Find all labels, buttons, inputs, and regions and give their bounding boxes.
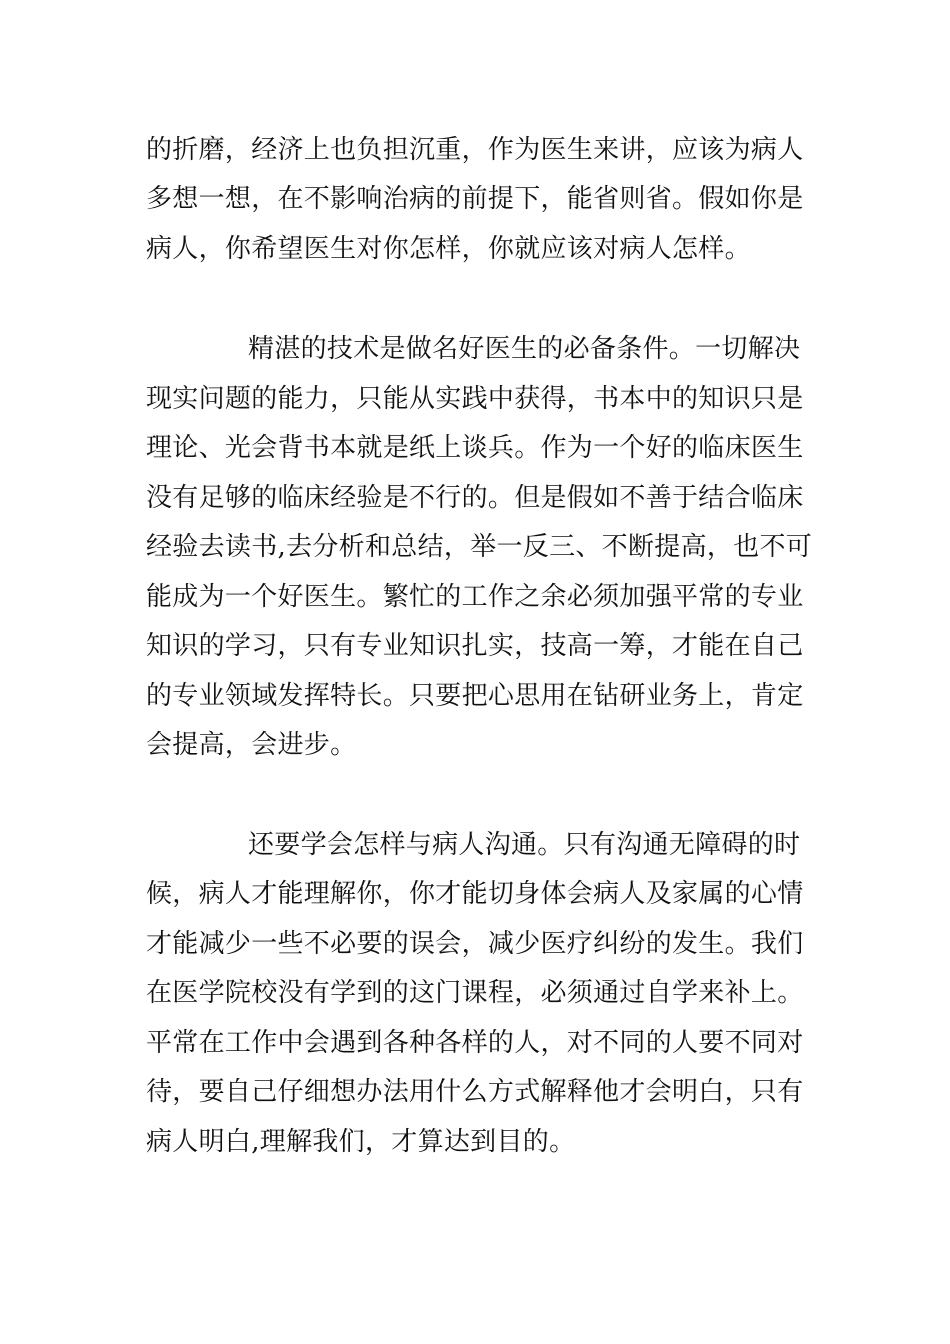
paragraph-line: 的专业领域发挥特长。只要把心思用在钻研业务上，肯定	[146, 681, 804, 711]
paragraph-line: 病人明白,理解我们，才算达到目的。	[146, 1127, 576, 1157]
paragraph-line: 能成为一个好医生。繁忙的工作之余必须加强平常的专业	[146, 582, 804, 612]
paragraph-line: 病人，你希望医生对你怎样，你就应该对病人怎样。	[146, 234, 751, 264]
paragraph-line: 知识的学习，只有专业知识扎实，技高一筹，才能在自己	[146, 631, 804, 661]
paragraph-line: 平常在工作中会遇到各种各样的人，对不同的人要不同对	[146, 1028, 804, 1058]
paragraph-line: 会提高，会进步。	[146, 730, 357, 760]
paragraph-line: 精湛的技术是做名好医生的必备条件。一切解决	[248, 334, 801, 364]
paragraph-line: 没有足够的临床经验是不行的。但是假如不善于结合临床	[146, 483, 804, 513]
paragraph-line: 待，要自己仔细想办法用什么方式解释他才会明白，只有	[146, 1077, 804, 1107]
paragraph-line: 在医学院校没有学到的这门课程，必须通过自学来补上。	[146, 978, 804, 1008]
paragraph-line: 理论、光会背书本就是纸上谈兵。作为一个好的临床医生	[146, 433, 804, 463]
paragraph-line: 现实问题的能力，只能从实践中获得，书本中的知识只是	[146, 384, 804, 414]
paragraph-line: 多想一想，在不影响治病的前提下，能省则省。假如你是	[146, 184, 804, 214]
paragraph-line: 的折磨，经济上也负担沉重，作为医生来讲，应该为病人	[146, 135, 804, 165]
paragraph-line: 经验去读书,去分析和总结，举一反三、不断提高，也不可	[146, 532, 813, 562]
paragraph-line: 还要学会怎样与病人沟通。只有沟通无障碍的时	[248, 830, 801, 860]
paragraph-line: 才能减少一些不必要的误会，减少医疗纠纷的发生。我们	[146, 929, 804, 959]
paragraph-line: 候，病人才能理解你，你才能切身体会病人及家属的心情	[146, 879, 804, 909]
